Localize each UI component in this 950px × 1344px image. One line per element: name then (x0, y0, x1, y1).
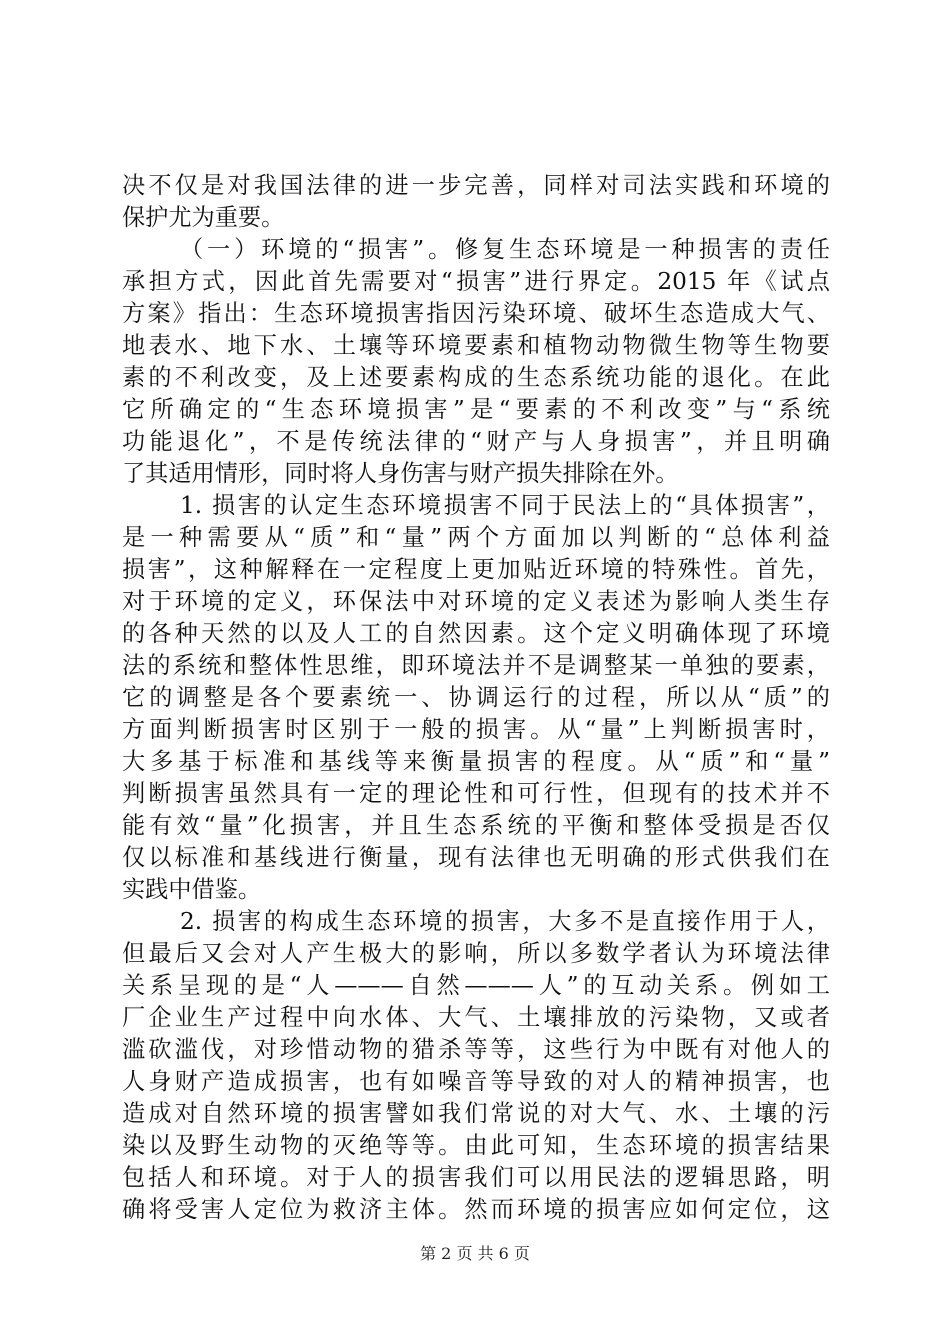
text-line-content: 的各种天然的以及人工的自然因素。这个定义明确体现了环境 (122, 620, 830, 647)
text-line (122, 362, 830, 394)
page-footer: 第 2 页 共 6 页 (420, 1244, 530, 1263)
text-line-content: 关系呈现的是“人———自然———人”的互动关系。例如工 (122, 972, 830, 999)
text-line-content: 它所确定的“生态环境损害”是“要素的不利改变”与“系统 (122, 396, 830, 423)
text-line (122, 1130, 830, 1162)
document-body (122, 170, 830, 1226)
text-line (122, 170, 830, 202)
text-line (122, 970, 830, 1002)
text-line-content: 了其适用情形，同时将人身伤害与财产损失排除在外。 (122, 460, 679, 487)
text-line-content: 对于环境的定义，环保法中对环境的定义表述为影响人类生存 (122, 588, 830, 615)
text-line (122, 650, 830, 682)
text-line (122, 522, 830, 554)
text-line-content: （一）环境的“损害”。修复生态环境是一种损害的责任 (180, 236, 830, 263)
text-line-content: 1. 损害的认定生态环境损害不同于民法上的“具体损害”， (180, 492, 830, 519)
text-line-content: 能有效“量”化损害，并且生态系统的平衡和整体受损是否仅 (122, 812, 830, 839)
text-line (122, 1098, 830, 1130)
text-line-content: 它的调整是各个要素统一、协调运行的过程，所以从“质”的 (122, 684, 830, 711)
text-line-content: 损害”，这种解释在一定程度上更加贴近环境的特殊性。首先， (122, 556, 830, 583)
text-line-content: 判断损害虽然具有一定的理论性和可行性，但现有的技术并不 (122, 780, 830, 807)
text-line (122, 1194, 830, 1226)
text-line-content: 地表水、地下水、土壤等环境要素和植物动物微生物等生物要 (122, 332, 830, 359)
text-line (122, 1002, 830, 1034)
text-line-content: 滥砍滥伐，对珍惜动物的猎杀等等，这些行为中既有对他人的 (122, 1036, 830, 1063)
text-line-content: 但最后又会对人产生极大的影响，所以多数学者认为环境法律 (122, 940, 830, 967)
text-line-content: 决不仅是对我国法律的进一步完善，同样对司法实践和环境的 (122, 172, 830, 199)
text-line (122, 330, 830, 362)
text-line (122, 1162, 830, 1194)
text-line-content: 染以及野生动物的灭绝等等。由此可知，生态环境的损害结果 (122, 1132, 830, 1159)
text-line (122, 586, 830, 618)
text-line-content: 是一种需要从“质”和“量”两个方面加以判断的“总体利益 (122, 524, 830, 551)
text-line-content: 造成对自然环境的损害譬如我们常说的对大气、水、土壤的污 (122, 1100, 830, 1127)
text-line (122, 842, 830, 874)
text-line-content: 人身财产造成损害，也有如噪音等导致的对人的精神损害，也 (122, 1068, 830, 1095)
text-line (122, 778, 830, 810)
text-line-content: 包括人和环境。对于人的损害我们可以用民法的逻辑思路，明 (122, 1164, 830, 1191)
text-line (122, 394, 830, 426)
text-line (122, 202, 830, 234)
text-line (122, 1066, 830, 1098)
text-line (122, 426, 830, 458)
text-line-content: 大多基于标准和基线等来衡量损害的程度。从“质”和“量” (122, 748, 830, 775)
text-line (122, 490, 830, 522)
text-line-content: 方案》指出：生态环境损害指因污染环境、破坏生态造成大气、 (122, 300, 830, 327)
text-line-content: 2. 损害的构成生态环境的损害，大多不是直接作用于人， (180, 908, 830, 935)
text-line-content: 功能退化”，不是传统法律的“财产与人身损害”，并且明确 (122, 428, 830, 455)
text-line-content: 承担方式，因此首先需要对“损害”进行界定。2015 年《试点 (122, 268, 830, 295)
text-line-content: 实践中借鉴。 (122, 876, 262, 903)
text-line (122, 554, 830, 586)
text-line (122, 1034, 830, 1066)
text-line-content: 仅以标准和基线进行衡量，现有法律也无明确的形式供我们在 (122, 844, 830, 871)
text-line (122, 458, 830, 490)
text-line (122, 906, 830, 938)
text-line (122, 266, 830, 298)
text-line (122, 874, 830, 906)
text-line-content: 确将受害人定位为救济主体。然而环境的损害应如何定位，这 (122, 1196, 830, 1223)
text-line (122, 234, 830, 266)
text-line-content: 厂企业生产过程中向水体、大气、土壤排放的污染物，又或者 (122, 1004, 830, 1031)
text-line-content: 法的系统和整体性思维，即环境法并不是调整某一单独的要素， (122, 652, 830, 679)
text-line-content: 保护尤为重要。 (122, 204, 285, 231)
text-line-content: 方面判断损害时区别于一般的损害。从“量”上判断损害时， (122, 716, 830, 743)
text-line (122, 682, 830, 714)
text-line (122, 746, 830, 778)
text-line (122, 810, 830, 842)
text-line-content: 素的不利改变，及上述要素构成的生态系统功能的退化。在此 (122, 364, 830, 391)
text-line (122, 938, 830, 970)
text-line (122, 618, 830, 650)
text-line (122, 714, 830, 746)
text-line (122, 298, 830, 330)
